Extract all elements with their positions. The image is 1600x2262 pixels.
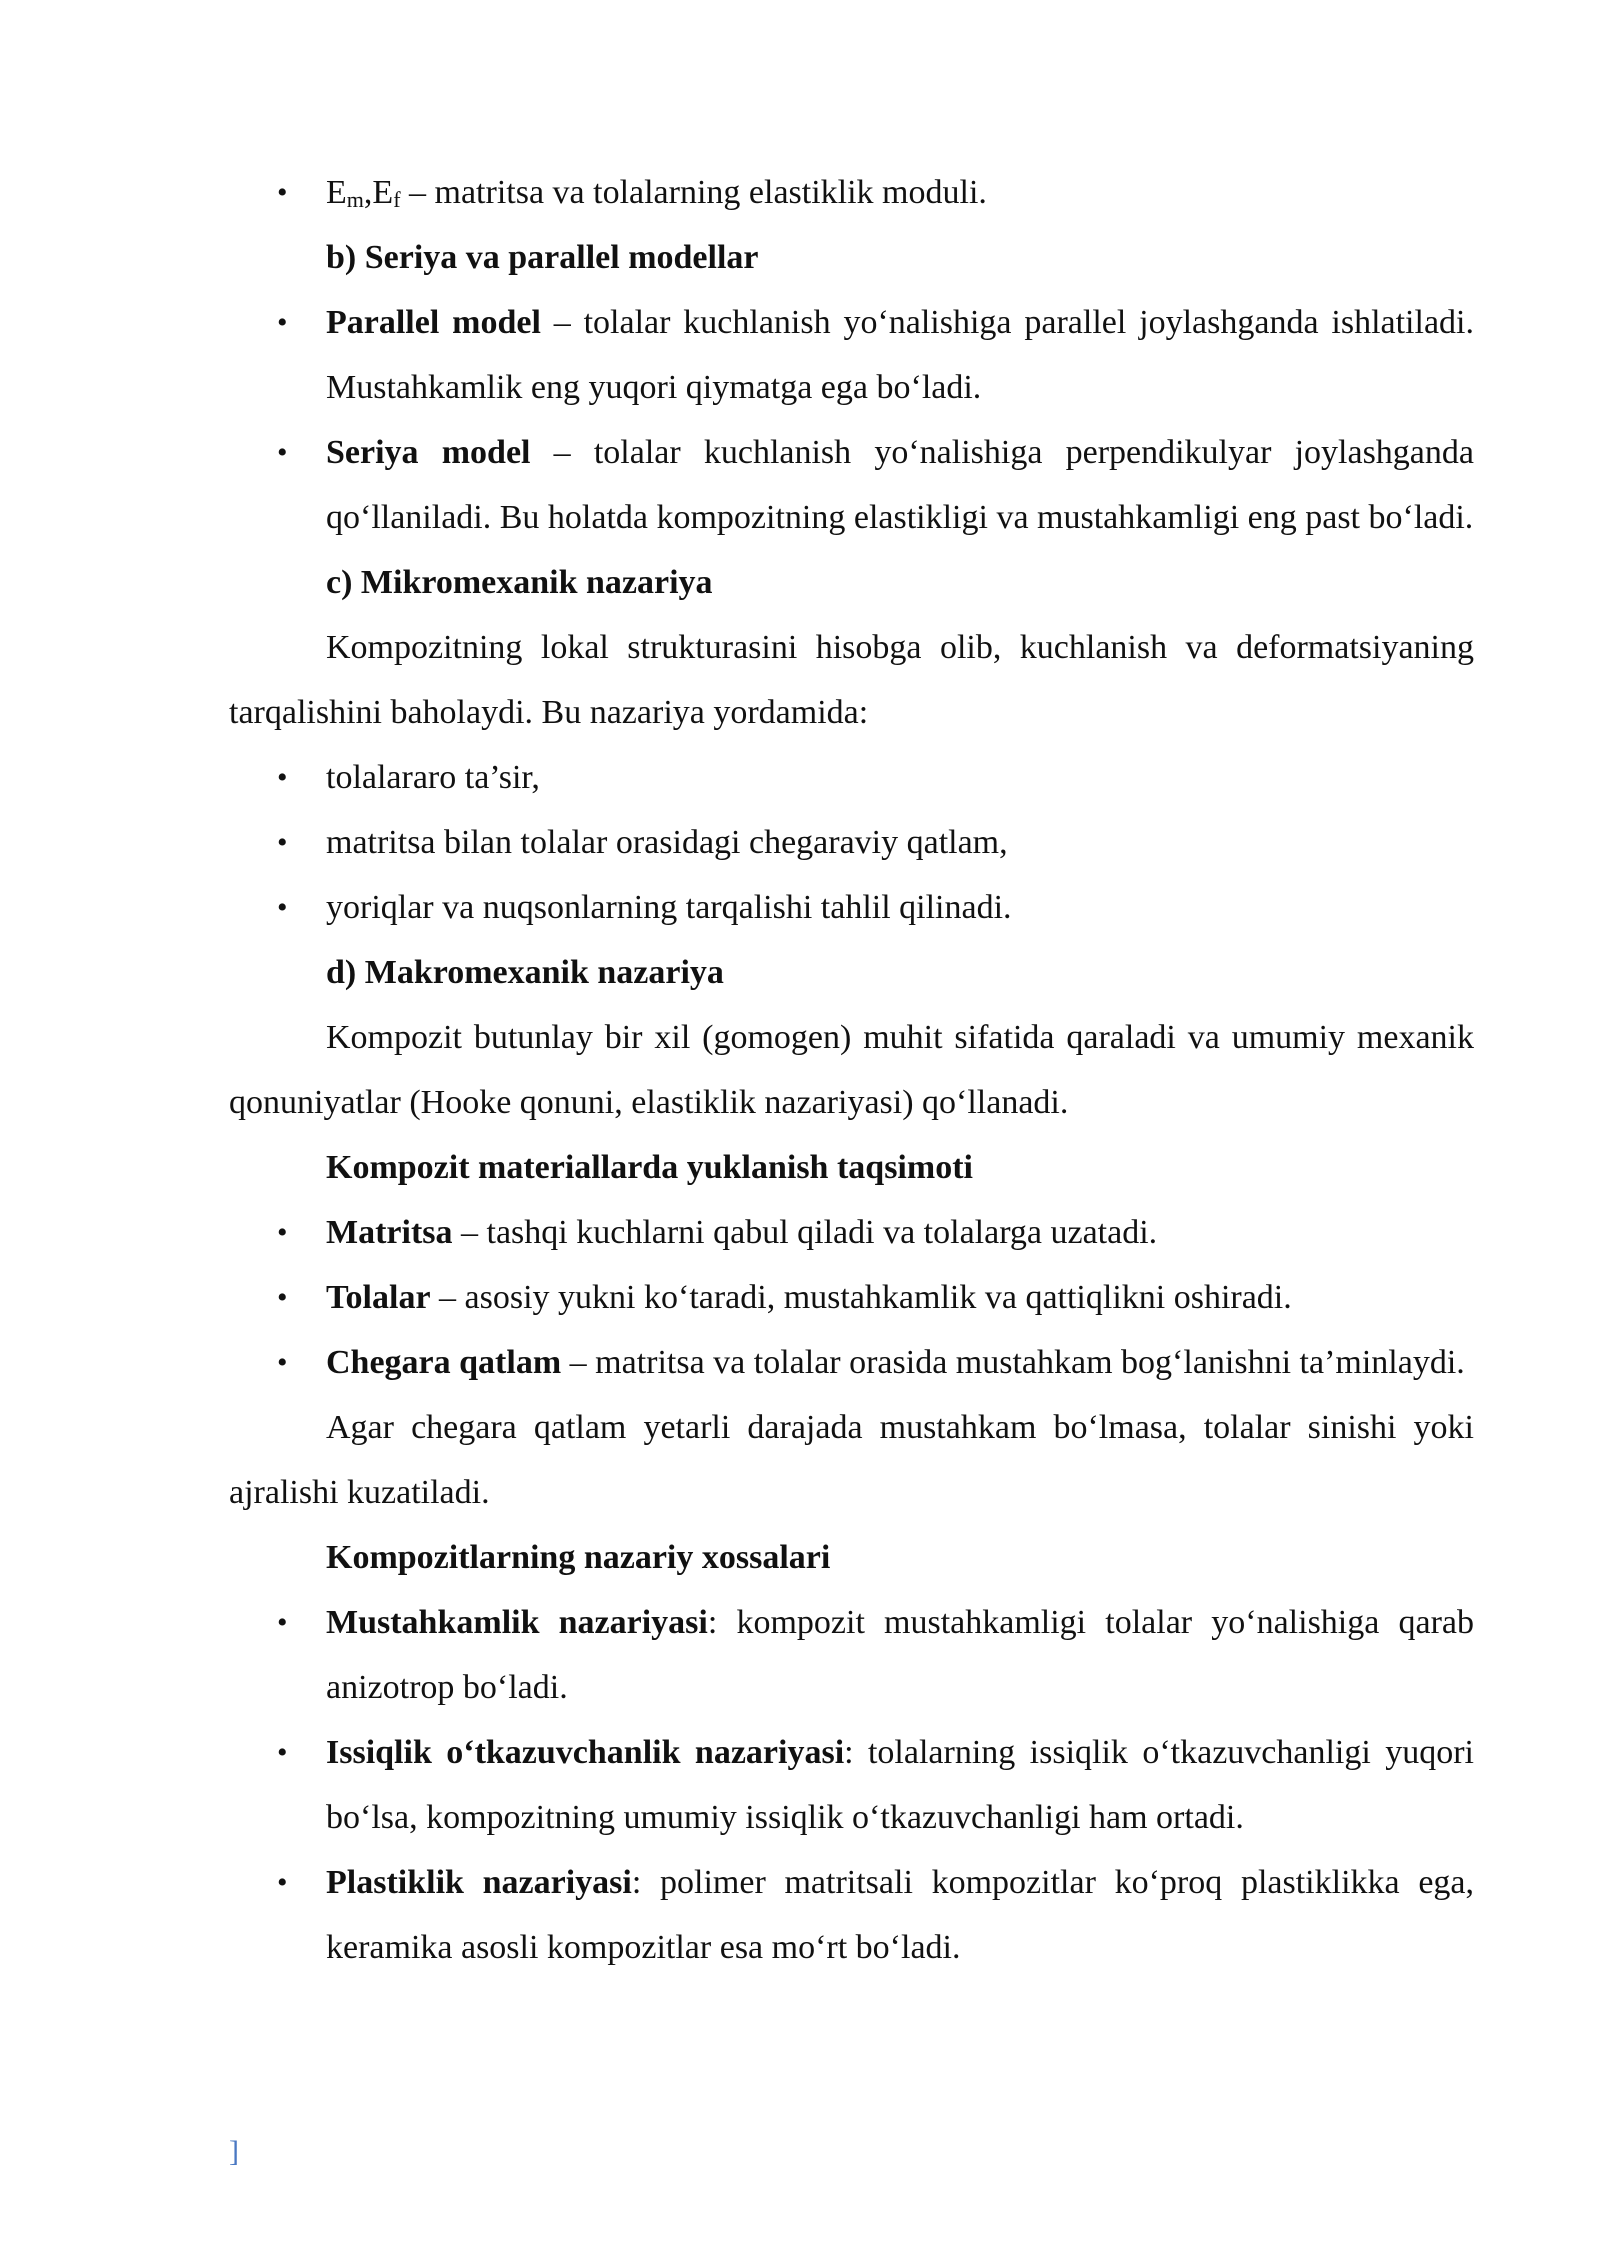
list-item (229, 810, 1474, 875)
footer-bracket-mark: ] (229, 2135, 239, 2168)
bullet-dot: • (277, 176, 288, 209)
bullet-dot: • (277, 436, 288, 469)
term: Matritsa (326, 1214, 453, 1251)
subscript-f: f (393, 187, 401, 212)
item-text: yoriqlar va nuqsonlarning tarqalishi tahlil qilinadi. (326, 889, 1012, 926)
e-letter: E (372, 174, 394, 211)
e-letter: E (326, 174, 347, 211)
item-text: matritsa bilan tolalar orasidagi chegaraviy qatlam, (326, 824, 1008, 861)
term: Tolalar (326, 1279, 431, 1316)
modulus-bullet (229, 160, 1474, 225)
list-item (229, 1720, 1474, 1850)
bullet-dot: • (277, 306, 288, 339)
description: : polimer matritsali kompozitlar ko‘proq plastiklikka ega, keramika asosli kompozitlar esa mo‘rt bo‘ladi. (326, 1864, 1475, 1966)
section-d-paragraph: Kompozit butunlay bir xil (gomogen) muhit sifatida qaraladi va umumiy mexanik qonuniyatlar (Hooke qonuni, elastiklik nazariyasi) qo‘llanadi. (229, 1019, 1474, 1121)
description: – matritsa va tolalar orasida mustahkam bog‘lanishni ta’minlaydi. (561, 1344, 1465, 1381)
subscript-m: m (346, 187, 364, 212)
bullet-dot: • (277, 891, 288, 924)
term: Mustahkamlik nazariyasi (326, 1604, 708, 1641)
bullet-dot: • (277, 761, 288, 794)
section-b-heading: b) Seriya va parallel modellar (326, 239, 759, 276)
section-d-heading: d) Makromexanik nazariya (326, 954, 724, 991)
bullet-dot: • (277, 1281, 288, 1314)
section-c-heading: c) Mikromexanik nazariya (326, 564, 713, 601)
list-item (229, 420, 1474, 550)
modulus-text: – matritsa va tolalarning elastiklik moduli. (400, 174, 987, 211)
bullet-dot: • (277, 1216, 288, 1249)
document-page (229, 160, 1474, 1980)
theoretical-properties-heading: Kompozitlarning nazariy xossalari (326, 1539, 831, 1576)
bullet-dot: • (277, 1866, 288, 1899)
bullet-dot: • (277, 1736, 288, 1769)
list-item (229, 875, 1474, 940)
description: : tolalarning issiqlik o‘tkazuvchanligi yuqori bo‘lsa, kompozitning umumiy issiqlik o‘tkazuvchanligi ham ortadi. (326, 1734, 1474, 1836)
list-item (229, 1850, 1474, 1980)
list-item (229, 745, 1474, 810)
term: Seriya model (326, 434, 531, 471)
term: Issiqlik o‘tkazuvchanlik nazariyasi (326, 1734, 845, 1771)
comma: , (363, 174, 373, 211)
list-item (229, 290, 1474, 420)
description: – asosiy yukni ko‘taradi, mustahkamlik va qattiqlikni oshiradi. (430, 1279, 1292, 1316)
bullet-dot: • (277, 1606, 288, 1639)
term: Plastiklik nazariyasi (326, 1864, 632, 1901)
load-distribution-heading: Kompozit materiallarda yuklanish taqsimoti (326, 1149, 973, 1186)
description: – tolalar kuchlanish yo‘nalishiga perpendikulyar joylashganda qo‘llaniladi. Bu holatda kompozitning elastikligi va mustahkamligi eng past bo‘ladi. (326, 434, 1474, 536)
description: – tashqi kuchlarni qabul qiladi va tolalarga uzatadi. (452, 1214, 1158, 1251)
term: Parallel model (326, 304, 541, 341)
bullet-dot: • (277, 1346, 288, 1379)
load-distribution-paragraph: Agar chegara qatlam yetarli darajada mustahkam bo‘lmasa, tolalar sinishi yoki ajralishi kuzatiladi. (229, 1409, 1474, 1511)
list-item (229, 1590, 1474, 1720)
list-item (229, 1200, 1474, 1265)
bullet-dot: • (277, 826, 288, 859)
list-item (229, 1265, 1474, 1330)
section-c-paragraph: Kompozitning lokal strukturasini hisobga olib, kuchlanish va deformatsiyaning tarqalishini baholaydi. Bu nazariya yordamida: (229, 629, 1474, 731)
item-text: tolalararo ta’sir, (326, 759, 540, 796)
description: : kompozit mustahkamligi tolalar yo‘nalishiga qarab anizotrop bo‘ladi. (326, 1604, 1474, 1706)
term: Chegara qatlam (326, 1344, 562, 1381)
list-item (229, 1330, 1474, 1395)
description: – tolalar kuchlanish yo‘nalishiga parallel joylashganda ishlatiladi. Mustahkamlik eng yuqori qiymatga ega bo‘ladi. (326, 304, 1474, 406)
